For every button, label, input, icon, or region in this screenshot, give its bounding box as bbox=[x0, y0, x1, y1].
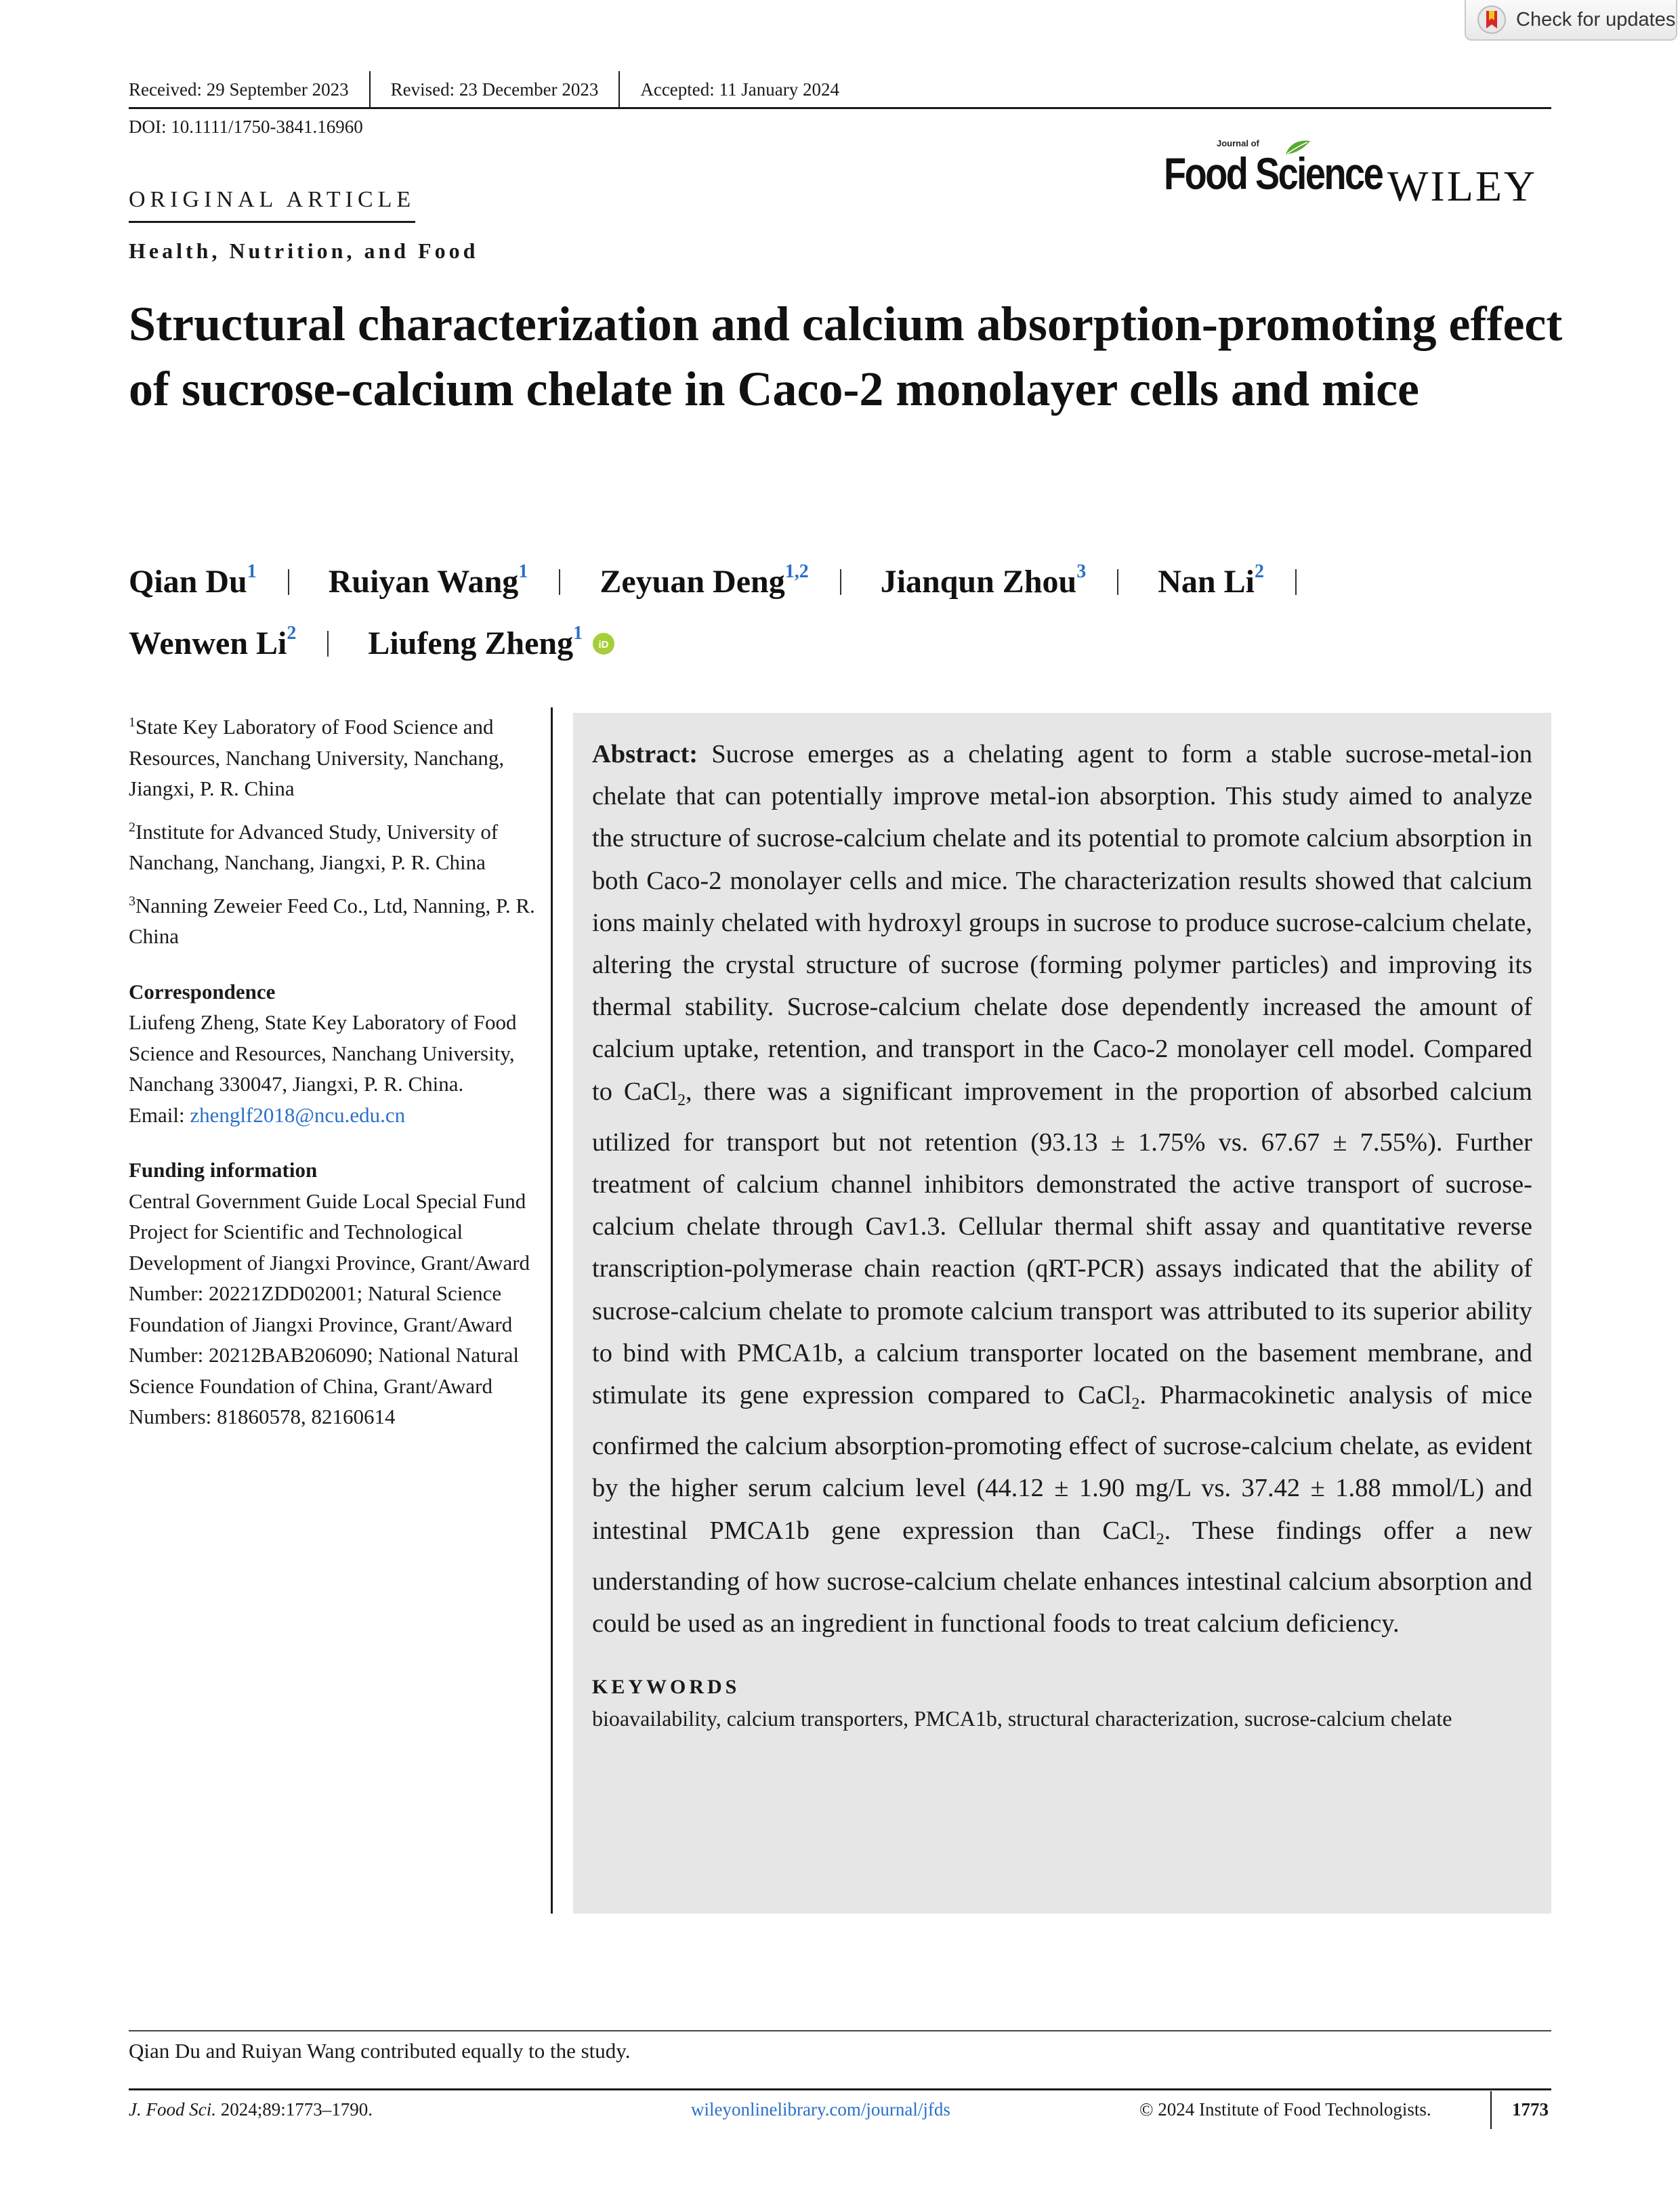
check-for-updates-label: Check for updates bbox=[1516, 8, 1676, 30]
affiliation bbox=[129, 707, 535, 804]
author[interactable] bbox=[881, 546, 1119, 608]
author-name: Wenwen Li bbox=[129, 625, 287, 661]
author[interactable] bbox=[368, 608, 615, 669]
author-separator bbox=[288, 569, 289, 595]
publisher-logo: WILEY bbox=[1387, 162, 1538, 210]
correspondence-text: Liufeng Zheng, State Key Laboratory of Food Science and Resources, Nanchang University, Nanchang 330047, Jiangxi, P. R. China. bbox=[129, 1010, 517, 1096]
date-divider bbox=[369, 71, 371, 108]
article-section: Health, Nutrition, and Food bbox=[129, 239, 479, 263]
author-name: Jianqun Zhou bbox=[880, 564, 1077, 600]
author-separator bbox=[1295, 569, 1297, 595]
doi: DOI: 10.1111/1750-3841.16960 bbox=[129, 117, 363, 137]
author[interactable] bbox=[129, 546, 289, 608]
author-separator bbox=[559, 569, 560, 595]
author-name: Qian Du bbox=[129, 564, 247, 600]
citation-details: 2024;89:1773–1790. bbox=[215, 2099, 373, 2120]
abstract-part: . These findings offer a new understanding of how sucrose-calcium chelate enhances intestinal calcium absorption and could be used as an ingredient in functional foods to treat calcium deficiency. bbox=[592, 1516, 1532, 1638]
author-affiliation[interactable]: 1,2 bbox=[784, 561, 809, 582]
affiliation-text: Institute for Advanced Study, University of Nanchang, Nanchang, Jiangxi, P. R. China bbox=[129, 819, 499, 874]
author-list bbox=[129, 546, 1565, 669]
author-name: Nan Li bbox=[1158, 564, 1255, 600]
affiliation-number: 2 bbox=[129, 819, 135, 835]
abstract-part: , there was a significant improvement in the proportion of absorbed calcium utilized for transport but not retention (93.13 ± 1.75% vs. 67.67 ± 7.55%). Further treatment of calcium channel inhibitors demonstrated the active transport of sucrose-calcium chelate through Cav1.3. Cellular thermal shift assay and quantitative reverse transcription-polymerase chain reaction (qRT-PCR) assays indicated that the ability of sucrose-calcium chelate to promote calcium transport was attributed to its superior ability to bind with PMCA1b, a calcium transporter located on the basement membrane, and stimulate its gene expression compared to CaCl bbox=[592, 1077, 1532, 1410]
footnote: Qian Du and Ruiyan Wang contributed equally to the study. bbox=[129, 2039, 631, 2063]
header-rule bbox=[129, 107, 1551, 109]
author[interactable] bbox=[1158, 546, 1297, 608]
article-title: Structural characterization and calcium absorption-promoting effect of sucrose-calcium chelate in Caco-2 monolayer cells and mice bbox=[129, 297, 1563, 416]
keywords-heading: KEYWORDS bbox=[592, 1676, 740, 1699]
keywords-text: bioavailability, calcium transporters, PMCA1b, structural characterization, sucrose-calcium chelate bbox=[592, 1706, 1452, 1731]
journal-logo bbox=[1164, 140, 1387, 201]
footer-citation bbox=[129, 2099, 373, 2120]
revised-date: Revised: 23 December 2023 bbox=[390, 79, 599, 100]
author[interactable] bbox=[129, 608, 329, 669]
column-divider bbox=[551, 707, 553, 1914]
affiliation-number: 1 bbox=[129, 715, 135, 730]
orcid-icon[interactable] bbox=[592, 632, 615, 655]
author-separator bbox=[840, 569, 841, 595]
abstract-part: . Pharmacokinetic analysis of mice confirmed the calcium absorption-promoting effect of sucrose-calcium chelate, as evident by the higher serum calcium level (44.12 ± 1.90 mg/L vs. 37.42 ± 1.88 mmol/L) and intestinal PMCA1b gene expression than CaCl bbox=[592, 1381, 1532, 1545]
journal-abbrev: J. Food Sci. bbox=[129, 2099, 216, 2120]
email-label: Email: bbox=[129, 1102, 190, 1127]
accepted-date: Accepted: 11 January 2024 bbox=[640, 79, 839, 100]
affiliation bbox=[129, 886, 535, 952]
author-affiliation[interactable]: 1 bbox=[573, 623, 583, 644]
journal-small-text: Journal of bbox=[1217, 138, 1259, 148]
email-link[interactable]: zhenglf2018@ncu.edu.cn bbox=[190, 1102, 406, 1127]
funding-heading: Funding information bbox=[129, 1158, 318, 1182]
subscript: 2 bbox=[1156, 1530, 1164, 1548]
affiliation-text: State Key Laboratory of Food Science and Resources, Nanchang University, Nanchang, Jiangxi, P. R. China bbox=[129, 715, 505, 800]
author-name: Liufeng Zheng bbox=[368, 625, 574, 661]
correspondence-email bbox=[129, 1100, 535, 1131]
footer-divider bbox=[1490, 2091, 1492, 2129]
subscript: 2 bbox=[1131, 1395, 1140, 1413]
bookmark-update-icon bbox=[1477, 5, 1507, 35]
footnote-rule bbox=[129, 2030, 1551, 2031]
page-number: 1773 bbox=[1512, 2099, 1549, 2120]
affiliation-number: 3 bbox=[129, 893, 135, 909]
funding-text: Central Government Guide Local Special Fund Project for Scientific and Technological Development of Jiangxi Province, Grant/Award Number: 20221ZDD02001; Natural Science Foundation of Jiangxi Province, Grant/Award Number: 20212BAB206090; National Natural Science Foundation of China, Grant/Award Numbers: 81860578, 82160614 bbox=[129, 1189, 530, 1428]
author-affiliation[interactable]: 3 bbox=[1076, 561, 1087, 582]
subscript: 2 bbox=[677, 1091, 686, 1109]
author-affiliation[interactable]: 1 bbox=[247, 561, 257, 582]
publication-dates bbox=[129, 73, 1551, 106]
author-name: Ruiyan Wang bbox=[328, 564, 519, 600]
journal-name: Food Science bbox=[1164, 148, 1383, 199]
correspondence-heading: Correspondence bbox=[129, 979, 276, 1004]
author[interactable] bbox=[600, 546, 841, 608]
abstract-box bbox=[573, 713, 1551, 1914]
author-affiliation[interactable]: 2 bbox=[287, 623, 297, 644]
svg-text:iD: iD bbox=[598, 639, 609, 651]
author-separator bbox=[327, 631, 329, 657]
abstract-text bbox=[592, 733, 1532, 1645]
footer-rule bbox=[129, 2088, 1551, 2090]
author[interactable] bbox=[329, 546, 561, 608]
affiliation bbox=[129, 812, 535, 878]
article-type: ORIGINAL ARTICLE bbox=[129, 187, 415, 223]
date-divider bbox=[618, 71, 620, 108]
author-affiliation[interactable]: 2 bbox=[1254, 561, 1264, 582]
article-info-column bbox=[129, 707, 535, 1432]
journal-url-link[interactable]: wileyonlinelibrary.com/journal/jfds bbox=[691, 2099, 950, 2120]
affiliation-text: Nanning Zeweier Feed Co., Ltd, Nanning, P. R. China bbox=[129, 893, 535, 948]
abstract-label: Abstract: bbox=[592, 740, 698, 768]
author-separator bbox=[1117, 569, 1118, 595]
copyright: © 2024 Institute of Food Technologists. bbox=[1139, 2099, 1431, 2120]
abstract-part: Sucrose emerges as a chelating agent to form a stable sucrose-metal-ion chelate that can potentially improve metal-ion absorption. This study aimed to analyze the structure of sucrose-calcium chelate and its potential to promote calcium absorption in both Caco-2 monolayer cells and mice. The characterization results showed that calcium ions mainly chelated with hydroxyl groups in sucrose to produce sucrose-calcium chelate, altering the crystal structure of sucrose (forming polymer particles) and improving its thermal stability. Sucrose-calcium chelate dose dependently increased the amount of calcium uptake, retention, and transport in the Caco-2 monolayer cell model. Compared to CaCl bbox=[592, 740, 1532, 1106]
author-affiliation[interactable]: 1 bbox=[518, 561, 528, 582]
received-date: Received: 29 September 2023 bbox=[129, 79, 349, 100]
author-name: Zeyuan Deng bbox=[600, 564, 785, 600]
check-for-updates-button[interactable] bbox=[1465, 0, 1677, 41]
